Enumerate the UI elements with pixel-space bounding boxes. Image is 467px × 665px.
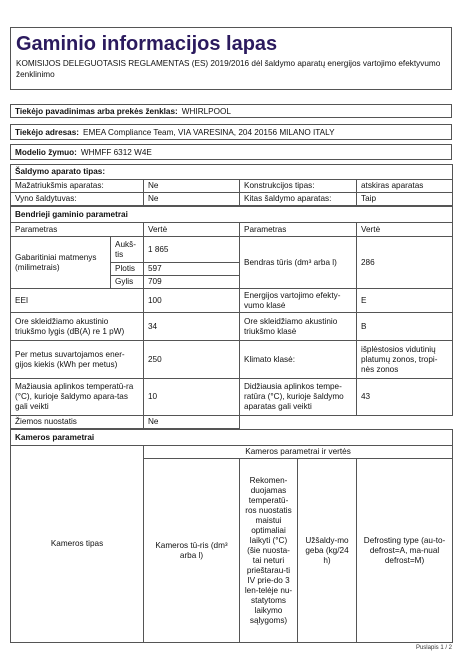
noise-value: 34 xyxy=(144,313,240,341)
height-value: 1 865 xyxy=(144,237,240,263)
low-noise-label: Mažatriukšmis aparatas: xyxy=(11,180,144,193)
total-volume-value: 286 xyxy=(357,237,453,289)
supplier-name-label: Tiekėjo pavadinimas arba prekės ženklas: xyxy=(15,106,178,116)
supplier-address-row xyxy=(10,124,452,140)
consumption-label: Per metus suvartojamos ener-gijos kiekis (kWh per metus) xyxy=(11,341,144,379)
page-title: Gaminio informacijos lapas xyxy=(16,33,278,55)
min-temp-value: 10 xyxy=(144,379,240,416)
regulation-text: KOMISIJOS DELEGUOTASIS REGLAMENTAS (ES) 2019/2016 dėl šaldymo aparatų energijos vartojimo efektyvumo ženklinimo xyxy=(16,59,441,79)
col-header-parameter-2: Parametras xyxy=(240,223,357,237)
supplier-address-value: EMEA Compliance Team, VIA VARESINA, 204 20156 MILANO ITALY xyxy=(83,127,335,137)
general-parameters-table xyxy=(10,206,453,429)
recommended-temp-header: Rekomen-duojamas temperatū-ros nuostatis maistui optimaliai laikyti (°C) (šie nuosta-tai neturi prieštarau-ti IV prie-do 3 len-telėje nu-statytoms laikymo sąlygoms) xyxy=(240,459,298,643)
eei-label: EEI xyxy=(11,289,144,313)
dimensions-label: Gabaritiniai matmenys (milimetrais) xyxy=(11,237,111,289)
model-label: Modelio žymuo: xyxy=(15,147,77,157)
col-header-value: Vertė xyxy=(144,223,240,237)
appliance-type-heading: Šaldymo aparato tipas: xyxy=(11,165,453,180)
compartment-parameters-heading: Kameros parametrai xyxy=(11,430,453,446)
energy-class-label: Energijos vartojimo efekty-vumo klasė xyxy=(240,289,357,313)
model-row xyxy=(10,144,452,160)
total-volume-label: Bendras tūris (dm³ arba l) xyxy=(240,237,357,289)
supplier-name-row xyxy=(10,104,452,118)
compartment-parameters-table xyxy=(10,429,453,643)
eei-value: 100 xyxy=(144,289,240,313)
product-fiche xyxy=(10,27,452,643)
noise-class-label: Ore skleidžiamo akustinio triukšmo klasė xyxy=(240,313,357,341)
compartment-volume-header: Kameros tū-ris (dm³ arba l) xyxy=(144,459,240,643)
page-number: Puslapis 1 / 2 xyxy=(415,645,452,651)
consumption-value: 250 xyxy=(144,341,240,379)
supplier-address-label: Tiekėjo adresas: xyxy=(15,127,80,137)
col-header-parameter: Parametras xyxy=(11,223,144,237)
width-value: 597 xyxy=(144,263,240,276)
wine-cooler-value: Ne xyxy=(144,193,240,206)
other-appliance-label: Kitas šaldymo aparatas: xyxy=(240,193,357,206)
compartment-values-heading: Kameros parametrai ir vertės xyxy=(144,446,453,459)
depth-label: Gylis xyxy=(111,276,144,289)
defrosting-type-header: Defrosting type (au-to-defrost=A, ma-nual defrost=M) xyxy=(357,459,453,643)
low-noise-value: Ne xyxy=(144,180,240,193)
design-type-value: atskiras aparatas xyxy=(357,180,453,193)
model-value: WHMFF 6312 W4E xyxy=(80,147,152,157)
noise-label: Ore skleidžiamo akustinio triukšmo lygis (dB(A) re 1 pW) xyxy=(11,313,144,341)
energy-class-value: E xyxy=(357,289,453,313)
other-appliance-value: Taip xyxy=(357,193,453,206)
general-parameters-heading: Bendrieji gaminio parametrai xyxy=(11,207,453,223)
climate-class-label: Klimato klasė: xyxy=(240,341,357,379)
height-label: Aukš-tis xyxy=(111,237,144,263)
design-type-label: Konstrukcijos tipas: xyxy=(240,180,357,193)
width-label: Plotis xyxy=(111,263,144,276)
min-temp-label: Mažiausia aplinkos temperatū-ra (°C), kurioje šaldymo apara-tas gali veikti xyxy=(11,379,144,416)
compartment-type-header: Kameros tipas xyxy=(11,446,144,643)
max-temp-label: Didžiausia aplinkos tempe-ratūra (°C), kuriojе šaldymo aparatas gali veikti xyxy=(240,379,357,416)
wine-cooler-label: Vyno šaldytuvas: xyxy=(11,193,144,206)
appliance-type-table xyxy=(10,164,453,206)
winter-setting-value: Ne xyxy=(144,416,240,429)
max-temp-value: 43 xyxy=(357,379,453,416)
title-block xyxy=(10,27,452,90)
freezing-capacity-header: Užšaldy-mo geba (kg/24 h) xyxy=(298,459,357,643)
winter-setting-label: Žiemos nuostatis xyxy=(11,416,144,429)
climate-class-value: išplėstosios vidutinių platumų zonos, tropi-nės zonos xyxy=(357,341,453,379)
depth-value: 709 xyxy=(144,276,240,289)
col-header-value-2: Vertė xyxy=(357,223,453,237)
noise-class-value: B xyxy=(357,313,453,341)
supplier-name-value: WHIRLPOOL xyxy=(181,106,231,116)
